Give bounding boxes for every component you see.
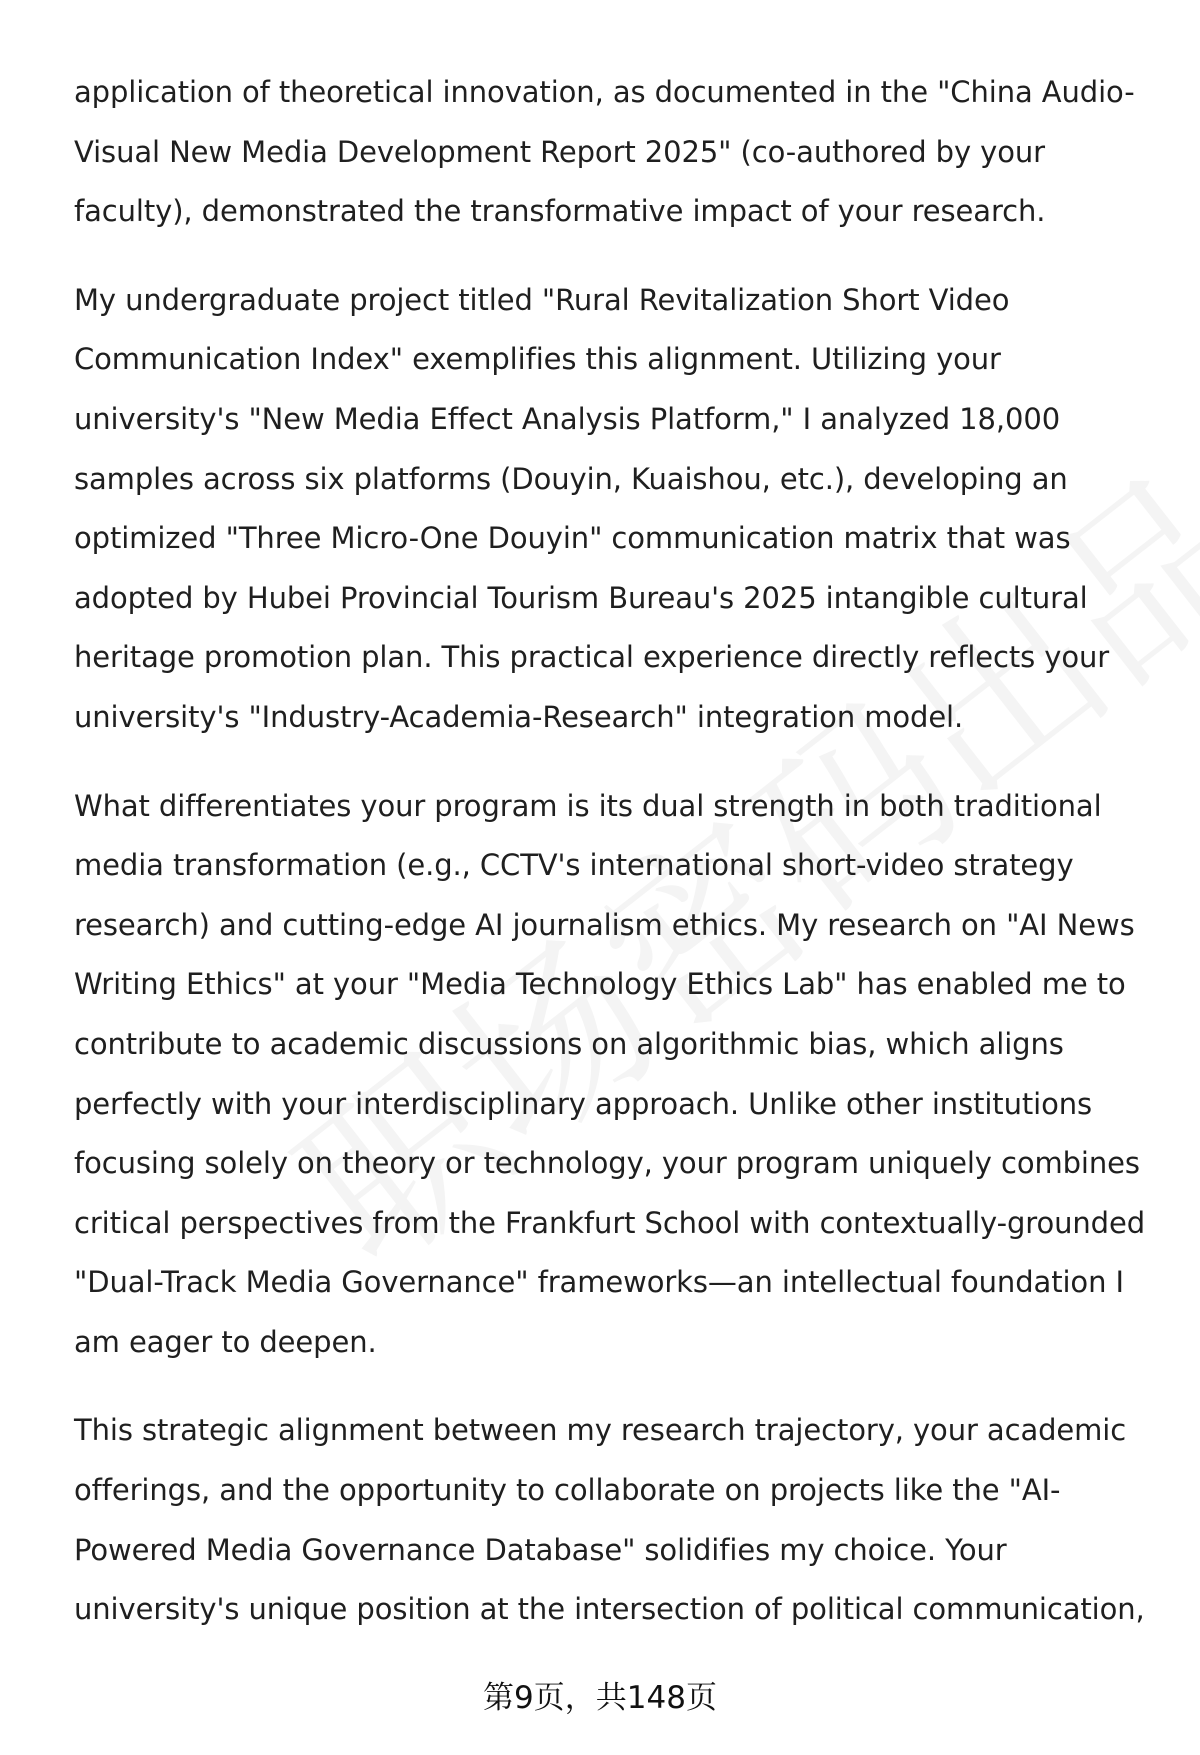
page-number-footer: 第9页，共148页	[483, 1680, 717, 1716]
body-text	[74, 63, 1154, 1669]
paragraph-3: What differentiates your program is its dual strength in both traditional media transformation (e.g., CCTV's international short-video strategy research) and cutting-edge AI journalism ethics. My research on "AI News Writing Ethics" at your "Media Technology Ethics Lab" has enabled me to contribute to academic discussions on algorithmic bias, which aligns perfectly with your interdisciplinary approach. Unlike other institutions focusing solely on theory or technology, your program uniquely combines critical perspectives from the Frankfurt School with contextually-grounded "Dual-Track Media Governance" frameworks—an intellectual foundation I am eager to deepen.	[74, 788, 1146, 1359]
paragraph-4: This strategic alignment between my research trajectory, your academic offerings, and the opportunity to collaborate on projects like the "AI-Powered Media Governance Database" solidifies my choice. Your university's unique position at the intersection of political communication,	[74, 1413, 1145, 1627]
paragraph-1: application of theoretical innovation, as documented in the "China Audio-Visual New Media Development Report 2025" (co-authored by your faculty), demonstrated the transformative impact of your research.	[74, 75, 1135, 229]
paragraph-2: My undergraduate project titled "Rural Revitalization Short Video Communication Index" exemplifies this alignment. Utilizing your university's "New Media Effect Analysis Platform," I analyzed 18,000 samples across six platforms (Douyin, Kuaishou, etc.), developing an optimized "Three Micro-One Douyin" communication matrix that was adopted by Hubei Provincial Tourism Bureau's 2025 intangible cultural heritage promotion plan. This practical experience directly reflects your university's "Industry-Academia-Research" integration model.	[74, 282, 1110, 734]
